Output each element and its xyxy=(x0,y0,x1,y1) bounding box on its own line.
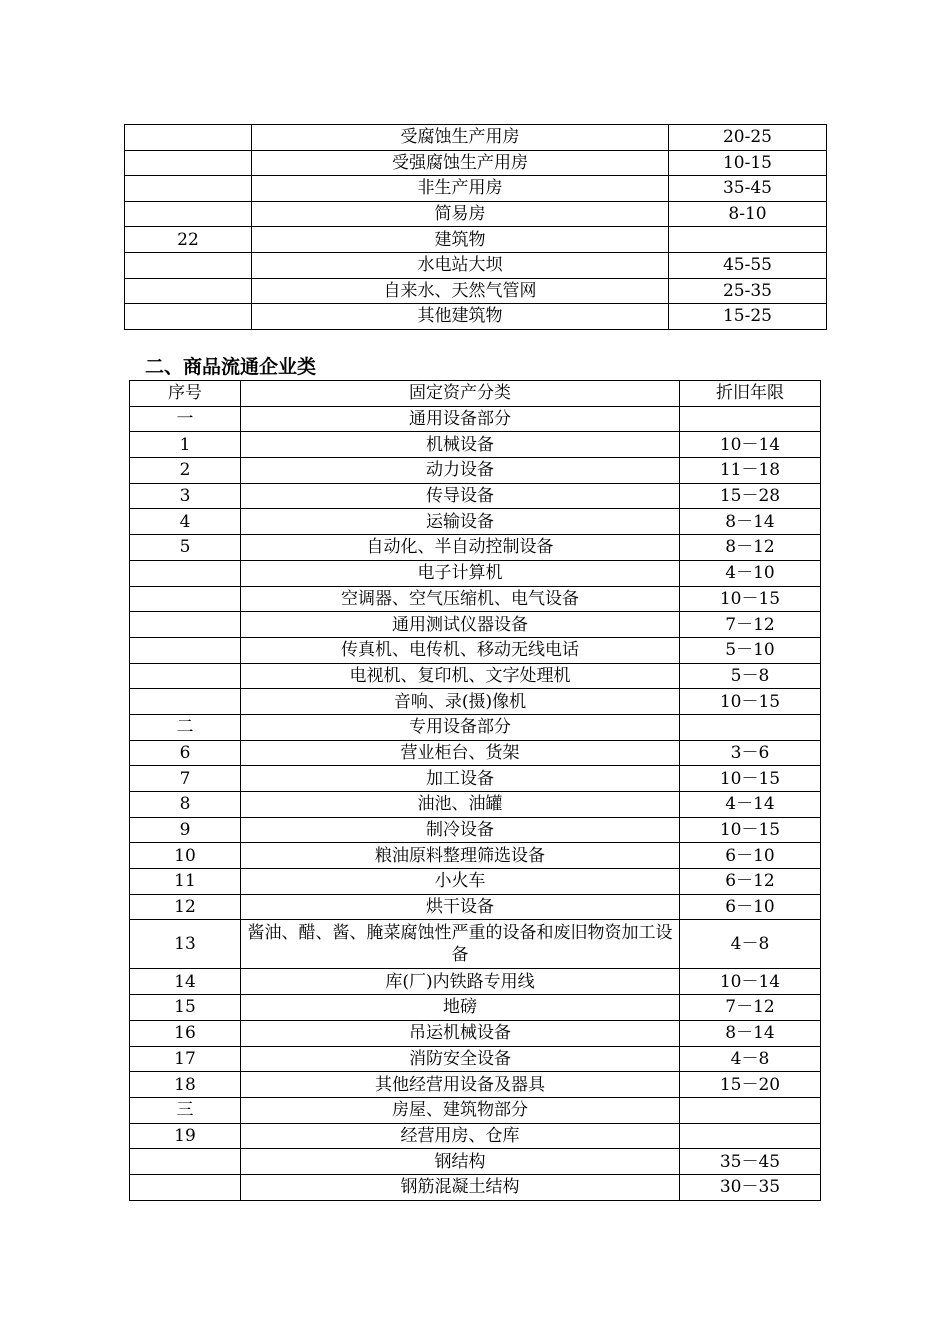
cell-asset-category: 电子计算机 xyxy=(241,560,680,586)
table-body xyxy=(130,406,821,1200)
table-row xyxy=(130,458,821,484)
cell-depreciation-years: 6－10 xyxy=(680,894,821,920)
cell-depreciation-years: 30－35 xyxy=(680,1174,821,1200)
header-serial: 序号 xyxy=(130,381,241,407)
cell-asset-category: 自动化、半自动控制设备 xyxy=(241,535,680,561)
cell-serial: 19 xyxy=(130,1123,241,1149)
cell-serial xyxy=(130,586,241,612)
cell-depreciation-years: 4－10 xyxy=(680,560,821,586)
table-row xyxy=(125,227,827,253)
table-row xyxy=(130,637,821,663)
cell-serial: 2 xyxy=(130,458,241,484)
cell-serial xyxy=(130,612,241,638)
cell-serial xyxy=(125,252,252,278)
cell-depreciation-years: 15－20 xyxy=(680,1072,821,1098)
cell-serial: 6 xyxy=(130,740,241,766)
cell-serial xyxy=(125,201,252,227)
cell-depreciation-years: 15-25 xyxy=(669,304,827,330)
table-row xyxy=(130,689,821,715)
table-row xyxy=(130,920,821,969)
cell-serial: 13 xyxy=(130,920,241,969)
table-row xyxy=(125,252,827,278)
cell-asset-category: 机械设备 xyxy=(241,432,680,458)
table-row xyxy=(130,586,821,612)
cell-depreciation-years: 5－10 xyxy=(680,637,821,663)
section-heading: 二、商品流通企业类 xyxy=(145,356,317,378)
cell-asset-category: 运输设备 xyxy=(241,509,680,535)
table-row xyxy=(125,304,827,330)
table-row xyxy=(130,1020,821,1046)
table-row xyxy=(130,432,821,458)
cell-serial xyxy=(130,1174,241,1200)
cell-asset-category: 小火车 xyxy=(241,869,680,895)
cell-depreciation-years xyxy=(680,714,821,740)
cell-depreciation-years: 11－18 xyxy=(680,458,821,484)
cell-serial xyxy=(130,663,241,689)
cell-depreciation-years: 4－8 xyxy=(680,920,821,969)
table-row xyxy=(125,150,827,176)
cell-asset-category: 经营用房、仓库 xyxy=(241,1123,680,1149)
cell-depreciation-years: 5－8 xyxy=(680,663,821,689)
cell-depreciation-years: 25-35 xyxy=(669,278,827,304)
cell-asset-category: 通用测试仪器设备 xyxy=(241,612,680,638)
cell-asset-category: 建筑物 xyxy=(252,227,669,253)
cell-asset-category: 受强腐蚀生产用房 xyxy=(252,150,669,176)
cell-serial: 5 xyxy=(130,535,241,561)
table-row xyxy=(130,766,821,792)
cell-serial: 二 xyxy=(130,714,241,740)
cell-serial: 12 xyxy=(130,894,241,920)
depreciation-table-continued xyxy=(124,124,827,330)
cell-asset-category: 制冷设备 xyxy=(241,817,680,843)
cell-depreciation-years: 15－28 xyxy=(680,483,821,509)
cell-asset-category: 传真机、电传机、移动无线电话 xyxy=(241,637,680,663)
cell-depreciation-years: 7－12 xyxy=(680,612,821,638)
cell-asset-category: 音响、录(摄)像机 xyxy=(241,689,680,715)
table-row xyxy=(130,792,821,818)
table-header-row xyxy=(130,381,821,407)
table-row xyxy=(130,1174,821,1200)
cell-asset-category: 库(厂)内铁路专用线 xyxy=(241,969,680,995)
cell-asset-category: 加工设备 xyxy=(241,766,680,792)
cell-serial xyxy=(130,689,241,715)
cell-serial xyxy=(130,560,241,586)
table-row xyxy=(130,995,821,1021)
cell-asset-category: 受腐蚀生产用房 xyxy=(252,125,669,151)
cell-serial: 7 xyxy=(130,766,241,792)
cell-serial xyxy=(130,1149,241,1175)
table-row xyxy=(130,612,821,638)
cell-depreciation-years: 4－14 xyxy=(680,792,821,818)
cell-serial xyxy=(125,125,252,151)
cell-depreciation-years: 35－45 xyxy=(680,1149,821,1175)
cell-asset-category: 电视机、复印机、文字处理机 xyxy=(241,663,680,689)
cell-depreciation-years: 8－14 xyxy=(680,1020,821,1046)
cell-asset-category: 烘干设备 xyxy=(241,894,680,920)
table-row xyxy=(130,1123,821,1149)
cell-serial: 16 xyxy=(130,1020,241,1046)
cell-asset-category: 吊运机械设备 xyxy=(241,1020,680,1046)
cell-asset-category: 地磅 xyxy=(241,995,680,1021)
cell-asset-category: 空调器、空气压缩机、电气设备 xyxy=(241,586,680,612)
cell-asset-category: 酱油、醋、酱、腌菜腐蚀性严重的设备和废旧物资加工设备 xyxy=(241,920,680,969)
table-row xyxy=(130,894,821,920)
cell-asset-category: 简易房 xyxy=(252,201,669,227)
table-row xyxy=(130,843,821,869)
table-row xyxy=(130,869,821,895)
table-row xyxy=(130,663,821,689)
table-row xyxy=(130,483,821,509)
cell-depreciation-years: 6－10 xyxy=(680,843,821,869)
cell-depreciation-years xyxy=(680,1123,821,1149)
cell-asset-category: 钢筋混凝土结构 xyxy=(241,1174,680,1200)
cell-serial xyxy=(125,304,252,330)
cell-asset-category: 营业柜台、货架 xyxy=(241,740,680,766)
cell-asset-category: 传导设备 xyxy=(241,483,680,509)
cell-depreciation-years: 20-25 xyxy=(669,125,827,151)
table-row xyxy=(125,278,827,304)
cell-serial: 8 xyxy=(130,792,241,818)
table-row xyxy=(130,535,821,561)
cell-serial: 3 xyxy=(130,483,241,509)
cell-serial: 三 xyxy=(130,1097,241,1123)
cell-depreciation-years xyxy=(680,1097,821,1123)
cell-asset-category: 通用设备部分 xyxy=(241,406,680,432)
table-row xyxy=(125,125,827,151)
table-row xyxy=(130,1097,821,1123)
header-asset-category: 固定资产分类 xyxy=(241,381,680,407)
cell-depreciation-years: 8－12 xyxy=(680,535,821,561)
cell-serial xyxy=(125,176,252,202)
cell-depreciation-years xyxy=(680,406,821,432)
table-row xyxy=(130,406,821,432)
cell-serial: 1 xyxy=(130,432,241,458)
cell-asset-category: 水电站大坝 xyxy=(252,252,669,278)
cell-serial: 4 xyxy=(130,509,241,535)
commercial-enterprise-depreciation-table xyxy=(129,380,821,1201)
cell-depreciation-years: 10－15 xyxy=(680,689,821,715)
table-row xyxy=(130,817,821,843)
cell-asset-category: 消防安全设备 xyxy=(241,1046,680,1072)
cell-asset-category: 动力设备 xyxy=(241,458,680,484)
table-row xyxy=(125,176,827,202)
cell-asset-category: 自来水、天然气管网 xyxy=(252,278,669,304)
cell-depreciation-years: 35-45 xyxy=(669,176,827,202)
table-row xyxy=(130,1149,821,1175)
cell-serial: 11 xyxy=(130,869,241,895)
cell-depreciation-years: 3－6 xyxy=(680,740,821,766)
cell-depreciation-years: 10－14 xyxy=(680,969,821,995)
table-row xyxy=(125,201,827,227)
cell-serial xyxy=(130,637,241,663)
cell-asset-category: 粮油原料整理筛选设备 xyxy=(241,843,680,869)
table-row xyxy=(130,560,821,586)
cell-depreciation-years: 6－12 xyxy=(680,869,821,895)
cell-depreciation-years: 10－14 xyxy=(680,432,821,458)
cell-depreciation-years: 10－15 xyxy=(680,766,821,792)
cell-asset-category: 其他建筑物 xyxy=(252,304,669,330)
cell-asset-category: 非生产用房 xyxy=(252,176,669,202)
header-depreciation-years: 折旧年限 xyxy=(680,381,821,407)
cell-serial: 22 xyxy=(125,227,252,253)
cell-asset-category: 专用设备部分 xyxy=(241,714,680,740)
cell-serial xyxy=(125,278,252,304)
table-row xyxy=(130,509,821,535)
table-row xyxy=(130,714,821,740)
table-row xyxy=(130,1046,821,1072)
cell-serial: 15 xyxy=(130,995,241,1021)
cell-depreciation-years xyxy=(669,227,827,253)
cell-serial: 9 xyxy=(130,817,241,843)
cell-depreciation-years: 10－15 xyxy=(680,817,821,843)
cell-depreciation-years: 45-55 xyxy=(669,252,827,278)
cell-asset-category: 其他经营用设备及器具 xyxy=(241,1072,680,1098)
cell-asset-category: 钢结构 xyxy=(241,1149,680,1175)
cell-serial: 18 xyxy=(130,1072,241,1098)
cell-serial: 17 xyxy=(130,1046,241,1072)
cell-serial: 一 xyxy=(130,406,241,432)
cell-asset-category: 油池、油罐 xyxy=(241,792,680,818)
table-row xyxy=(130,740,821,766)
cell-depreciation-years: 4－8 xyxy=(680,1046,821,1072)
cell-asset-category: 房屋、建筑物部分 xyxy=(241,1097,680,1123)
table-row xyxy=(130,969,821,995)
cell-depreciation-years: 8－14 xyxy=(680,509,821,535)
cell-serial xyxy=(125,150,252,176)
cell-depreciation-years: 8-10 xyxy=(669,201,827,227)
table-body xyxy=(125,125,827,330)
cell-depreciation-years: 10－15 xyxy=(680,586,821,612)
cell-depreciation-years: 10-15 xyxy=(669,150,827,176)
cell-depreciation-years: 7－12 xyxy=(680,995,821,1021)
cell-serial: 10 xyxy=(130,843,241,869)
table-row xyxy=(130,1072,821,1098)
cell-serial: 14 xyxy=(130,969,241,995)
